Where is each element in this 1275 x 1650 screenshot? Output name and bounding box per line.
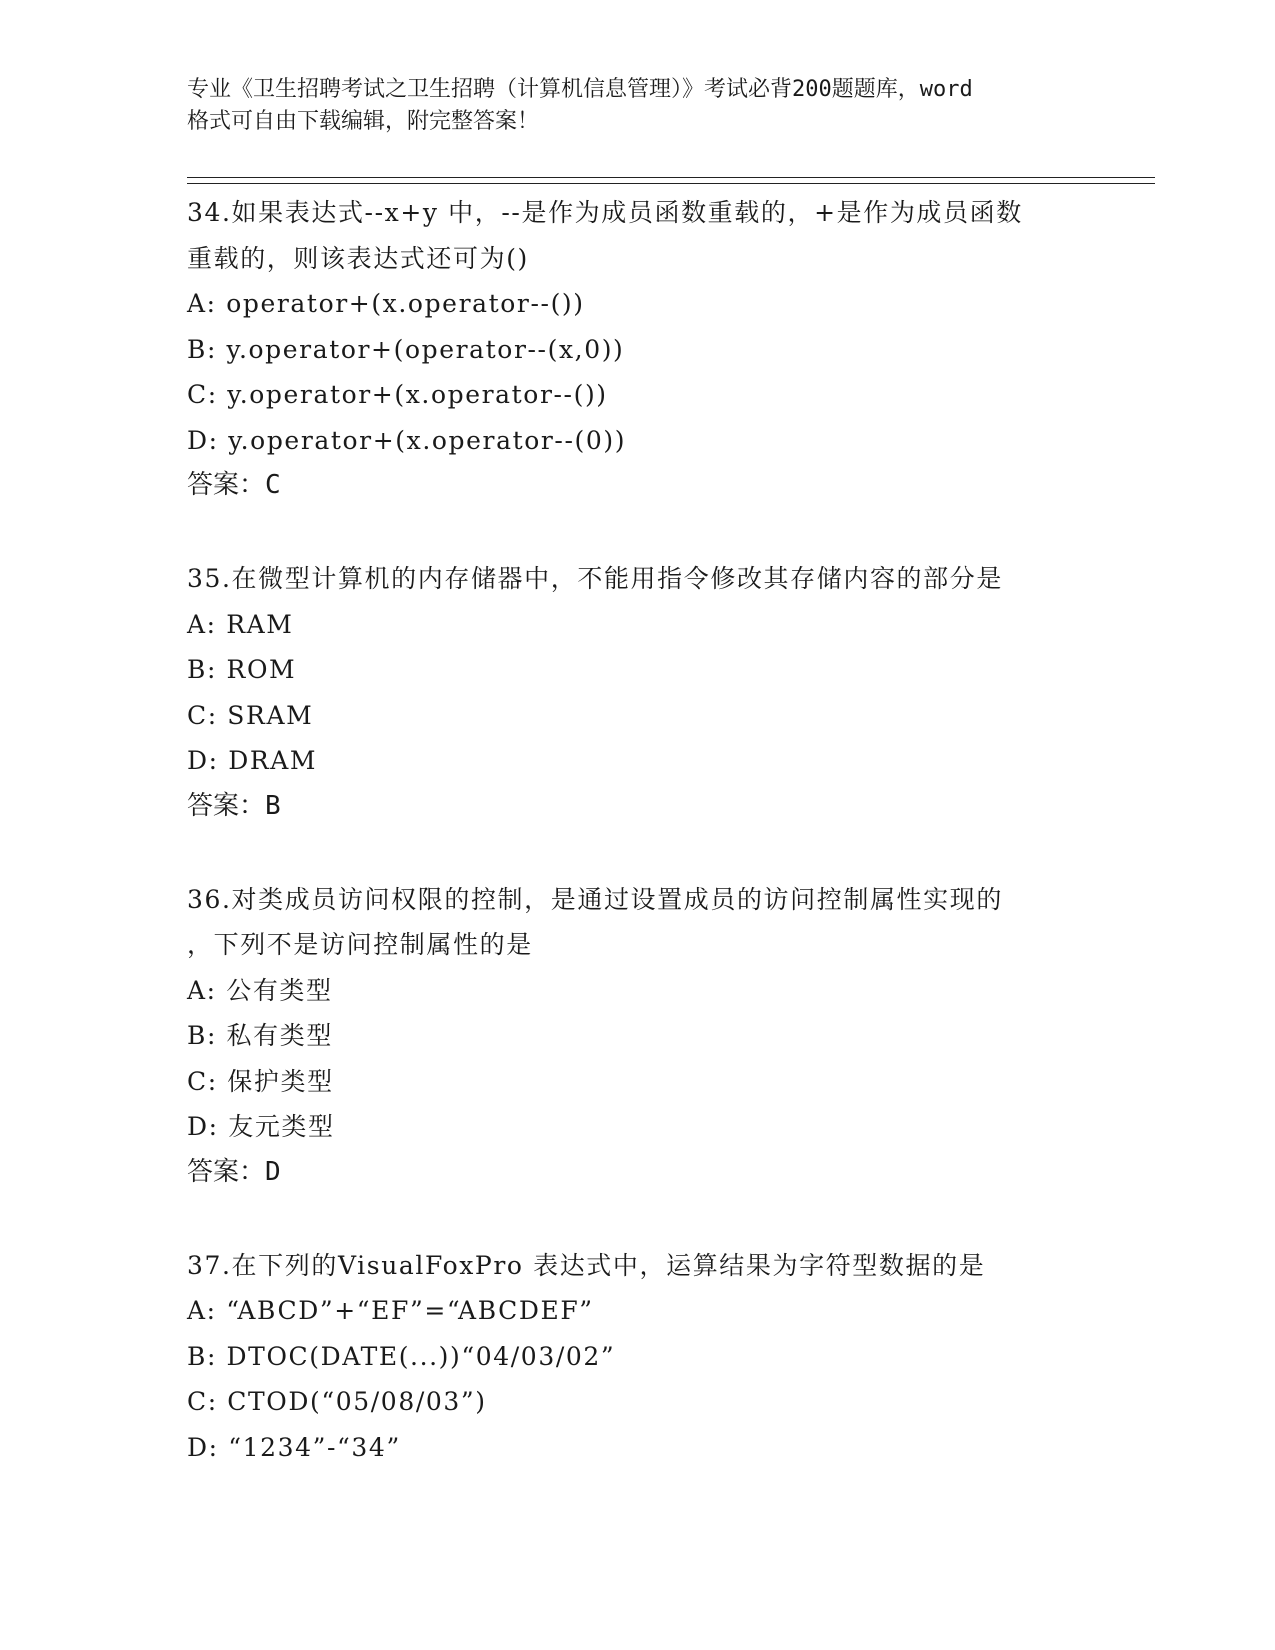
option-c: C: SRAM [187,700,314,730]
question-35 [187,556,1087,829]
stem-line: 34.如果表达式--x+y 中，--是作为成员函数重载的，+是作为成员函数 [187,198,1023,227]
stem-line: 36.对类成员访问权限的控制，是通过设置成员的访问控制属性实现的 [187,884,1003,914]
question-34 [187,190,1087,508]
question-stem [187,877,1087,968]
header-line-1: 专业《卫生招聘考试之卫生招聘（计算机信息管理）》考试必背200题题库，word [187,77,973,102]
option-b: B: DTOC(DATE(...))“04/03/02” [187,1341,616,1371]
stem-line: 37.在下列的VisualFoxPro 表达式中，运算结果为字符型数据的是 [187,1250,986,1280]
document-header [187,74,1107,138]
option-d: D: “1234”-“34” [187,1432,401,1462]
stem-line: 35.在微型计算机的内存储器中，不能用指令修改其存储内容的部分是 [187,564,1003,593]
header-divider-bottom [187,183,1155,184]
option-a: A: “ABCD”+“EF”=“ABCDEF” [187,1296,594,1325]
option-c: C: CTOD(“05/08/03”) [187,1387,487,1416]
question-36 [187,877,1087,1195]
option-b: B: ROM [187,655,297,684]
option-d: D: y.operator+(x.operator--(0)) [187,425,627,455]
header-divider-top [187,177,1155,178]
option-b: B: y.operator+(operator--(x,0)) [187,334,625,364]
question-37 [187,1243,1087,1471]
stem-line: 重载的，则该表达式还可为() [187,243,529,273]
option-c: C: 保护类型 [187,1066,334,1096]
answer-line: 答案：B [187,790,281,821]
option-d: D: 友元类型 [187,1112,335,1141]
question-list [187,190,1087,1518]
option-c: C: y.operator+(x.operator--()) [187,380,608,409]
option-d: D: DRAM [187,746,318,775]
question-stem [187,190,1087,281]
question-stem [187,1243,1087,1289]
option-b: B: 私有类型 [187,1021,333,1050]
answer-line: 答案：C [187,470,281,500]
option-a: A: RAM [187,609,294,639]
option-a: A: operator+(x.operator--()) [187,289,585,318]
question-stem [187,556,1087,602]
option-a: A: 公有类型 [187,975,333,1005]
header-line-2: 格式可自由下载编辑，附完整答案！ [187,109,540,134]
answer-line: 答案：D [187,1156,281,1187]
stem-line: ，下列不是访问控制属性的是 [187,930,533,959]
